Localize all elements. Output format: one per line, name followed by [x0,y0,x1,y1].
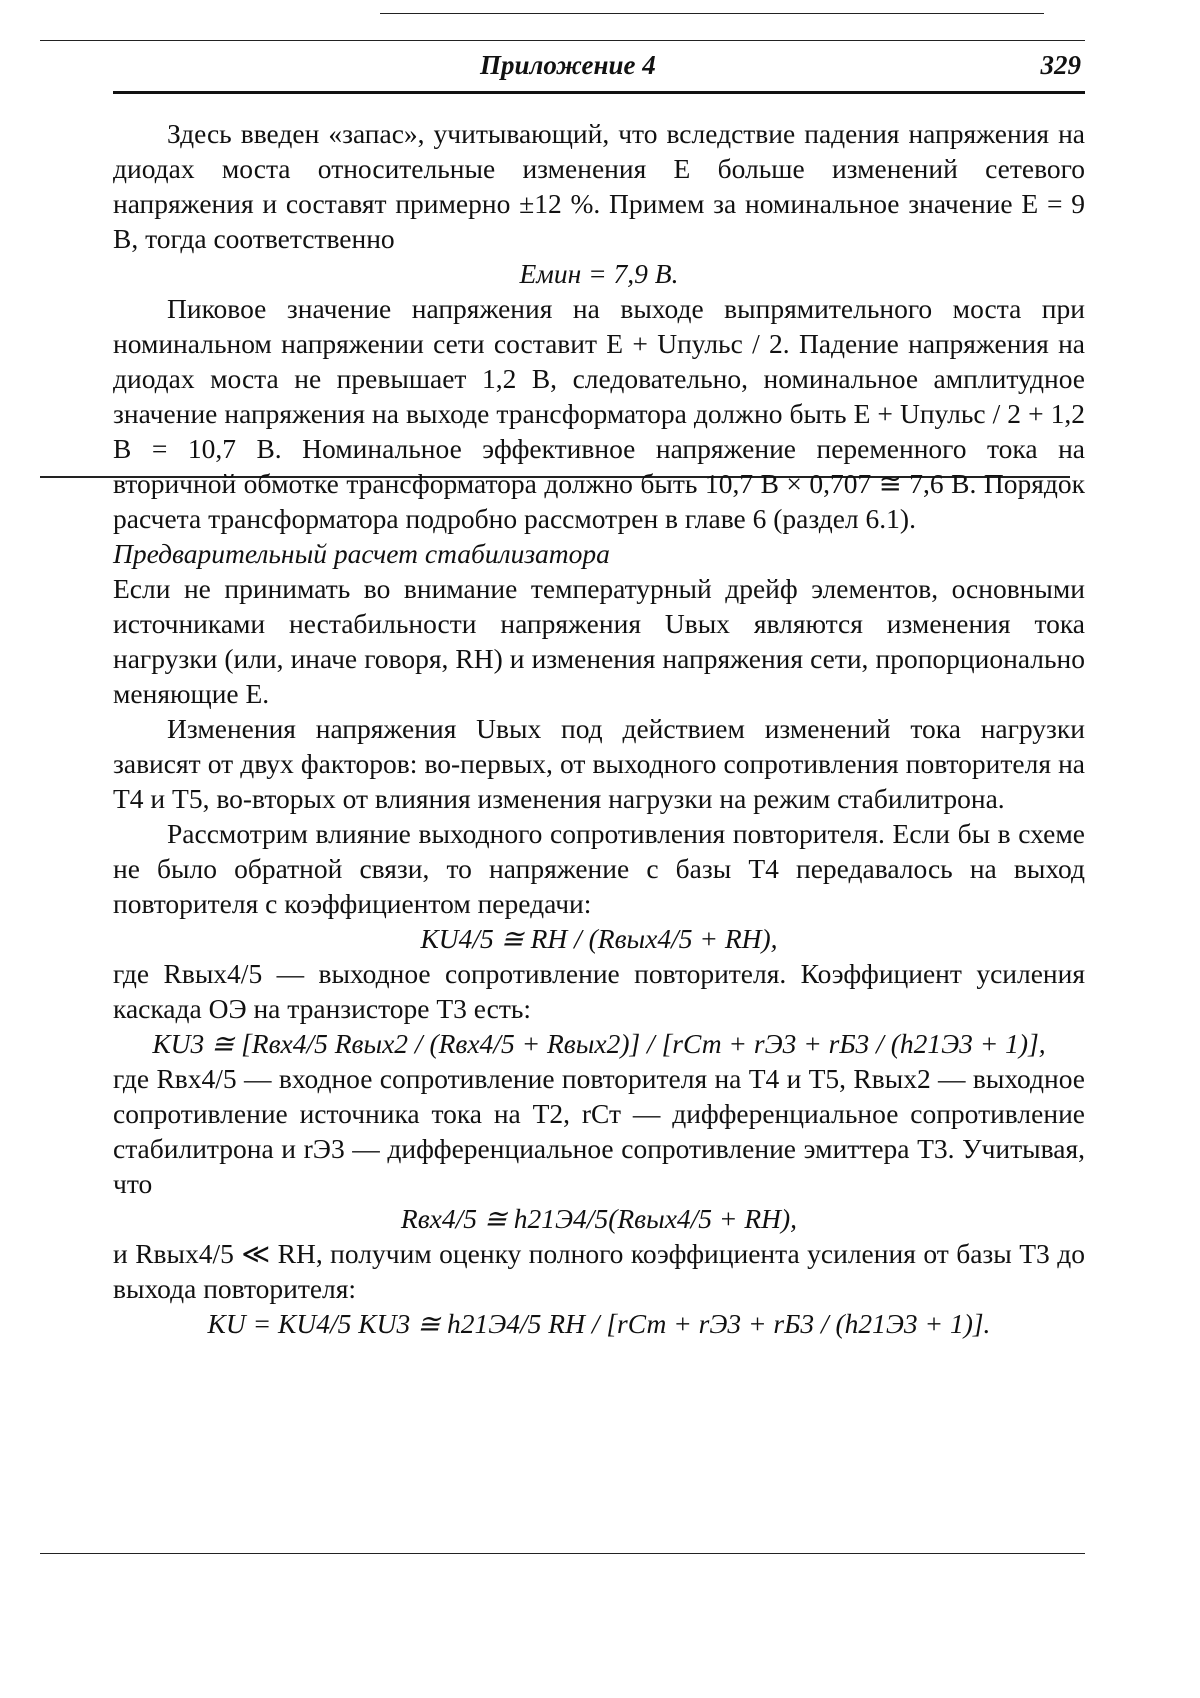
paragraph-total-gain-intro: и Rвых4/5 ≪ RН, получим оценку полного коэффициента усиления от базы T3 до выхода повторителя: [113,1238,1085,1304]
paragraph-peak-voltage: Пиковое значение напряжения на выходе выпрямительного моста при номинальном напряжении сети составит E + Uпульс / 2. Падение напряжения на диодах моста не превышает 1,2 В, следовательно, номинальное амплитудное значение напряжения на выходе трансформатора должно быть E + Uпульс / 2 + 1,2 В = 10,7 В. Номинальное эффективное напряжение переменного тока на вторичной обмотке трансформатора должно быть 10,7 В × 0,707 ≅ 7,6 В. Порядок расчета трансформатора подробно рассмотрен в главе 6 (раздел 6.1). [113,293,1085,534]
top-scan-rule [380,13,1044,14]
paragraph-output-resistance: Рассмотрим влияние выходного сопротивления повторителя. Если бы в схеме не было обратной связи, то напряжение с базы T4 передавалось на выход повторителя с коэффициентом передачи: [113,818,1085,919]
paragraph-reserve: Здесь введен «запас», учитывающий, что вследствие падения напряжения на диодах моста относительные изменения E больше изменений сетевого напряжения и составят примерно ±12 %. Примем за номинальное значение E = 9 В, тогда соответственно [113,118,1085,254]
equation-ku45: KU4/5 ≅ RН / (Rвых4/5 + RН), [420,923,778,954]
section-subheading: Предварительный расчет стабилизатора [113,538,610,569]
page-number: 329 [1040,50,1081,80]
paragraph-where-rin: где Rвх4/5 — входное сопротивление повторителя на T4 и T5, Rвых2 — выходное сопротивление источника тока на T2, rСт — дифференциальное сопротивление стабилитрона и rЭ3 — дифференциальное сопротивление эмиттера T3. Учитывая, что [113,1063,1085,1199]
paragraph-load-current: Изменения напряжения Uвых под действием изменений тока нагрузки зависят от двух факторов: во-первых, от выходного сопротивления повторителя на T4 и T5, во-вторых от влияния изменения нагрузки на режим стабилитрона. [113,713,1085,814]
paragraph-where-rout: где Rвых4/5 — выходное сопротивление повторителя. Коэффициент усиления каскада ОЭ на транзисторе T3 есть: [113,958,1085,1024]
top-margin-rule [40,40,1085,41]
bottom-margin-rule [40,1553,1085,1554]
equation-ku3: KU3 ≅ [Rвх4/5 Rвых2 / (Rвх4/5 + Rвых2)] / [rСт + rЭ3 + rБ3 / (h21Э3 + 1)], [152,1028,1046,1059]
body-text [113,116,1085,1341]
document-page [113,50,1085,1341]
running-header [113,50,1085,94]
equation-ku-total: KU = KU4/5 KU3 ≅ h21Э4/5 RН / [rСт + rЭ3 + rБ3 / (h21Э3 + 1)]. [207,1308,991,1339]
running-header-title: Приложение 4 [480,50,656,80]
paragraph-instability-sources: Если не принимать во внимание температурный дрейф элементов, основными источниками нестабильности напряжения Uвых являются изменения тока нагрузки (или, иначе говоря, RН) и изменения напряжения сети, пропорционально меняющие E. [113,573,1085,709]
equation-emin: Eмин = 7,9 В. [519,258,679,289]
equation-rin45: Rвх4/5 ≅ h21Э4/5(Rвых4/5 + RН), [400,1203,798,1234]
